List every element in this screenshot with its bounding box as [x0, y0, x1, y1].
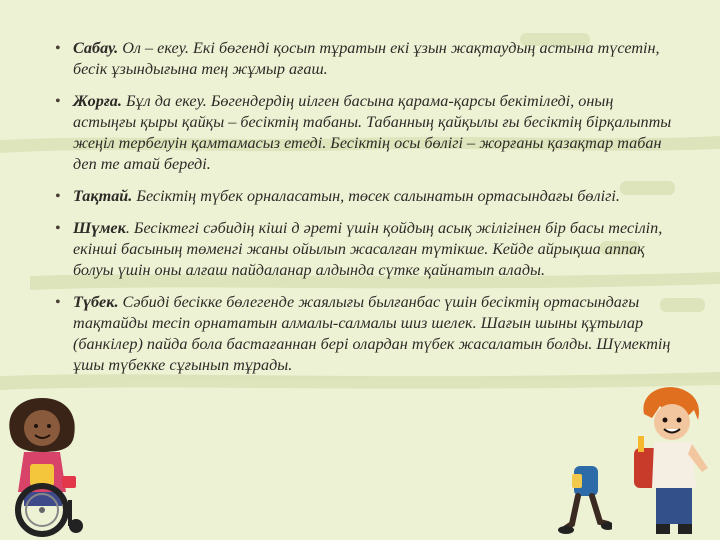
- list-item: [55, 292, 675, 376]
- term-label: Шүмек: [73, 219, 126, 237]
- bullet-icon: •: [55, 219, 61, 237]
- list-item: [55, 38, 675, 80]
- term-label: Түбек.: [73, 293, 119, 311]
- term-label: Тақтай.: [73, 187, 133, 205]
- term-definition: . Бесіктегі сәбидің кіші д әреті үшін қойдың асық жілігінен бір басы тесіліп, екінші басының төменгі жаны ойылып жасалған түтікше. Кейде айрықша аппақ болуы үшін оны алғаш пайдаланар алдында сүтке қайнатып алады.: [73, 219, 663, 279]
- definition-list: [55, 38, 675, 387]
- boy-walking-illustration: [558, 466, 612, 540]
- bullet-icon: •: [55, 293, 61, 311]
- boy-backpack-illustration: [630, 384, 720, 540]
- bullet-icon: •: [55, 39, 61, 57]
- girl-wheelchair-illustration: [2, 392, 94, 538]
- list-item: [55, 218, 675, 281]
- term-definition: Ол – екеу. Екі бөгенді қосып тұратын екі ұзын жақтаудың астына түсетін, бесік ұзындығына тең жұмыр ағаш.: [73, 39, 660, 78]
- term-definition: Сәбиді бесікке бөлегенде жаялығы былғанбас үшін бесіктің ортасындағы тақтайды тесіп орнататын алмалы-салмалы шиз шелек. Шағын шыны құтылар (банкілер) пайда бола бастағаннан бері олардан түбек жасалатын болды. Шүмектің ұшы түбекке сұғынып тұрады.: [73, 293, 671, 374]
- term-label: Сабау.: [73, 39, 119, 57]
- bullet-icon: •: [55, 92, 61, 110]
- term-definition: Бесіктің түбек орналасатын, төсек салынатын ортасындағы бөлігі.: [132, 187, 620, 205]
- bullet-icon: •: [55, 187, 61, 205]
- term-definition: Бұл да екеу. Бөгендердің иілген басына қарама-қарсы бекітіледі, оның астыңғы қыры қайқы – бесіктің табаны. Табанның қайқылы ғы бесіктің бірқалыпты жеңіл тербелуін қамтамасыз етеді. Бесіктің осы бөлігі – жорғаны қазақтар табан деп те атай береді.: [73, 92, 672, 173]
- term-label: Жорға.: [73, 92, 122, 110]
- list-item: [55, 186, 675, 207]
- list-item: [55, 91, 675, 175]
